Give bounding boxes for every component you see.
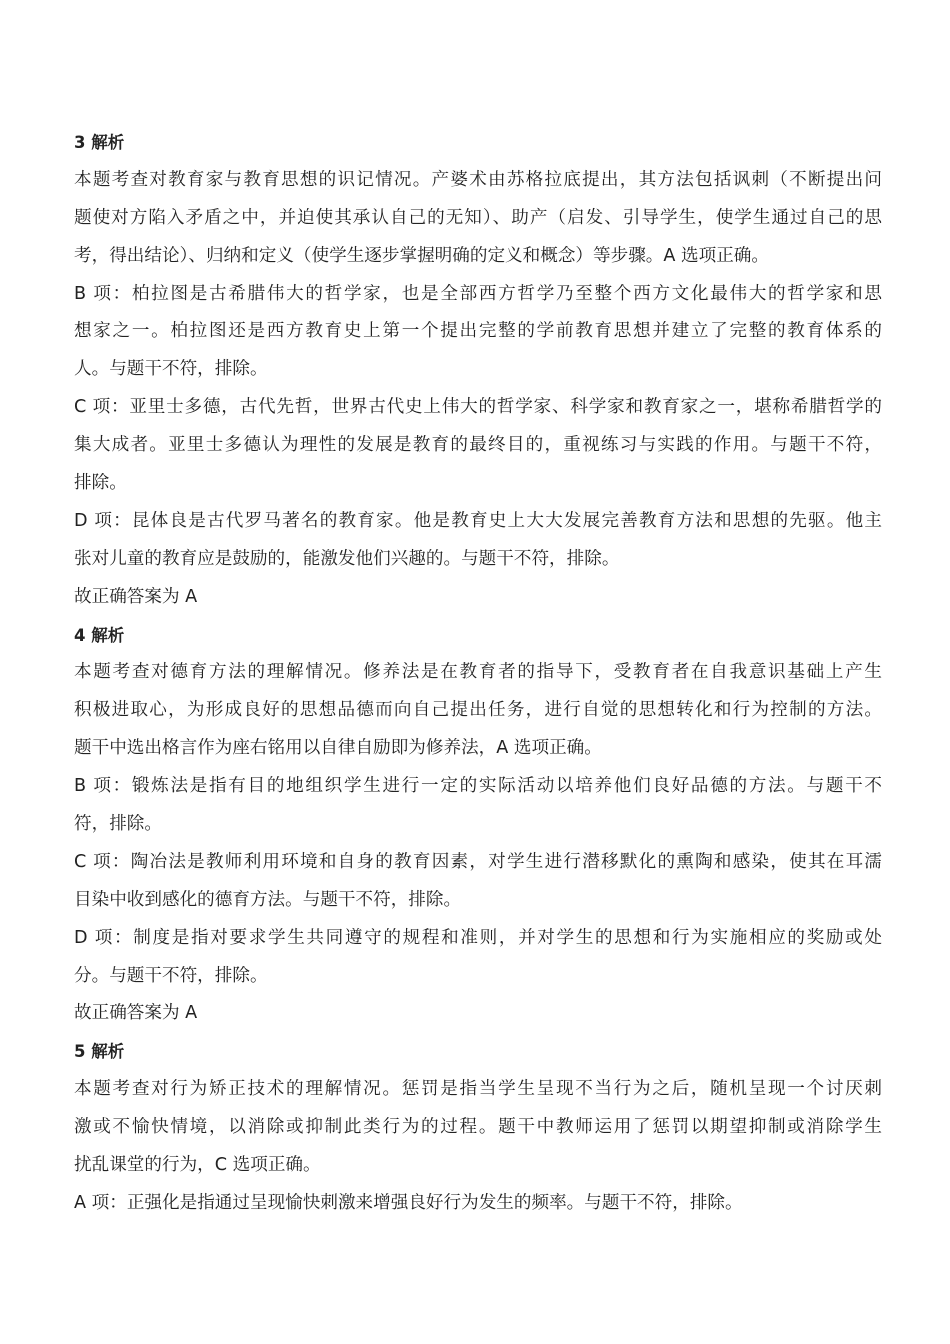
text-line: D 项：制度是指对要求学生共同遵守的规程和准则，并对学生的思想和行为实施相应的奖励或处 <box>74 927 882 948</box>
text-line: B 项：锻炼法是指有目的地组织学生进行一定的实际活动以培养他们良好品德的方法。与题干不 <box>74 776 882 797</box>
text-line: C 项：亚里士多德，古代先哲，世界古代史上伟大的哲学家、科学家和教育家之一，堪称希腊哲学的 <box>74 397 882 418</box>
text-line: 想家之一。柏拉图还是西方教育史上第一个提出完整的学前教育思想并建立了完整的教育体系的 <box>74 321 882 342</box>
text-line: B 项：柏拉图是古希腊伟大的哲学家，也是全部西方哲学乃至整个西方文化最伟大的哲学家和思 <box>74 283 882 304</box>
text-line: 集大成者。亚里士多德认为理性的发展是教育的最终目的，重视练习与实践的作用。与题干不符， <box>74 435 882 456</box>
text-line: 积极进取心，为形成良好的思想品德而向自己提出任务，进行自觉的思想转化和行为控制的方法。 <box>74 700 882 721</box>
text-line: 故正确答案为 A <box>74 586 198 607</box>
text-line: 扰乱课堂的行为，C 选项正确。 <box>74 1155 321 1176</box>
text-line: 本题考查对教育家与教育思想的识记情况。产婆术由苏格拉底提出，其方法包括讽刺（不断提出问 <box>74 169 882 190</box>
text-line: 人。与题干不符，排除。 <box>74 359 268 380</box>
text-line: C 项：陶冶法是教师利用环境和自身的教育因素，对学生进行潜移默化的熏陶和感染，使其在耳濡 <box>74 851 882 872</box>
document-page <box>74 124 882 1223</box>
text-line: 激或不愉快情境，以消除或抑制此类行为的过程。题干中教师运用了惩罚以期望抑制或消除学生 <box>74 1117 882 1138</box>
text-line: 题干中选出格言作为座右铭用以自律自励即为修养法，A 选项正确。 <box>74 738 602 759</box>
text-line: 符，排除。 <box>74 814 162 835</box>
text-line: 故正确答案为 A <box>74 1003 198 1024</box>
section-heading: 3 解析 <box>74 133 125 152</box>
text-line: A 项：正强化是指通过呈现愉快刺激来增强良好行为发生的频率。与题干不符，排除。 <box>74 1192 743 1213</box>
section-heading: 4 解析 <box>74 625 125 645</box>
text-line: 题使对方陷入矛盾之中，并迫使其承认自己的无知）、助产（启发、引导学生，使学生通过自己的思 <box>74 207 882 228</box>
text-line: 排除。 <box>74 473 127 494</box>
text-line: 张对儿童的教育应是鼓励的，能激发他们兴趣的。与题干不符，排除。 <box>74 548 620 569</box>
text-line: 考，得出结论）、归纳和定义（使学生逐步掌握明确的定义和概念）等步骤。A 选项正确。 <box>74 245 769 266</box>
text-line: 目染中收到感化的德育方法。与题干不符，排除。 <box>74 889 462 910</box>
text-line: 本题考查对德育方法的理解情况。修养法是在教育者的指导下，受教育者在自我意识基础上产生 <box>74 662 882 683</box>
section-heading: 5 解析 <box>74 1042 125 1062</box>
text-line: 分。与题干不符，排除。 <box>74 965 268 986</box>
text-line: D 项：昆体良是古代罗马著名的教育家。他是教育史上大大发展完善教育方法和思想的先驱。他主 <box>74 510 882 531</box>
text-line: 本题考查对行为矫正技术的理解情况。惩罚是指当学生呈现不当行为之后，随机呈现一个讨厌刺 <box>74 1079 882 1100</box>
